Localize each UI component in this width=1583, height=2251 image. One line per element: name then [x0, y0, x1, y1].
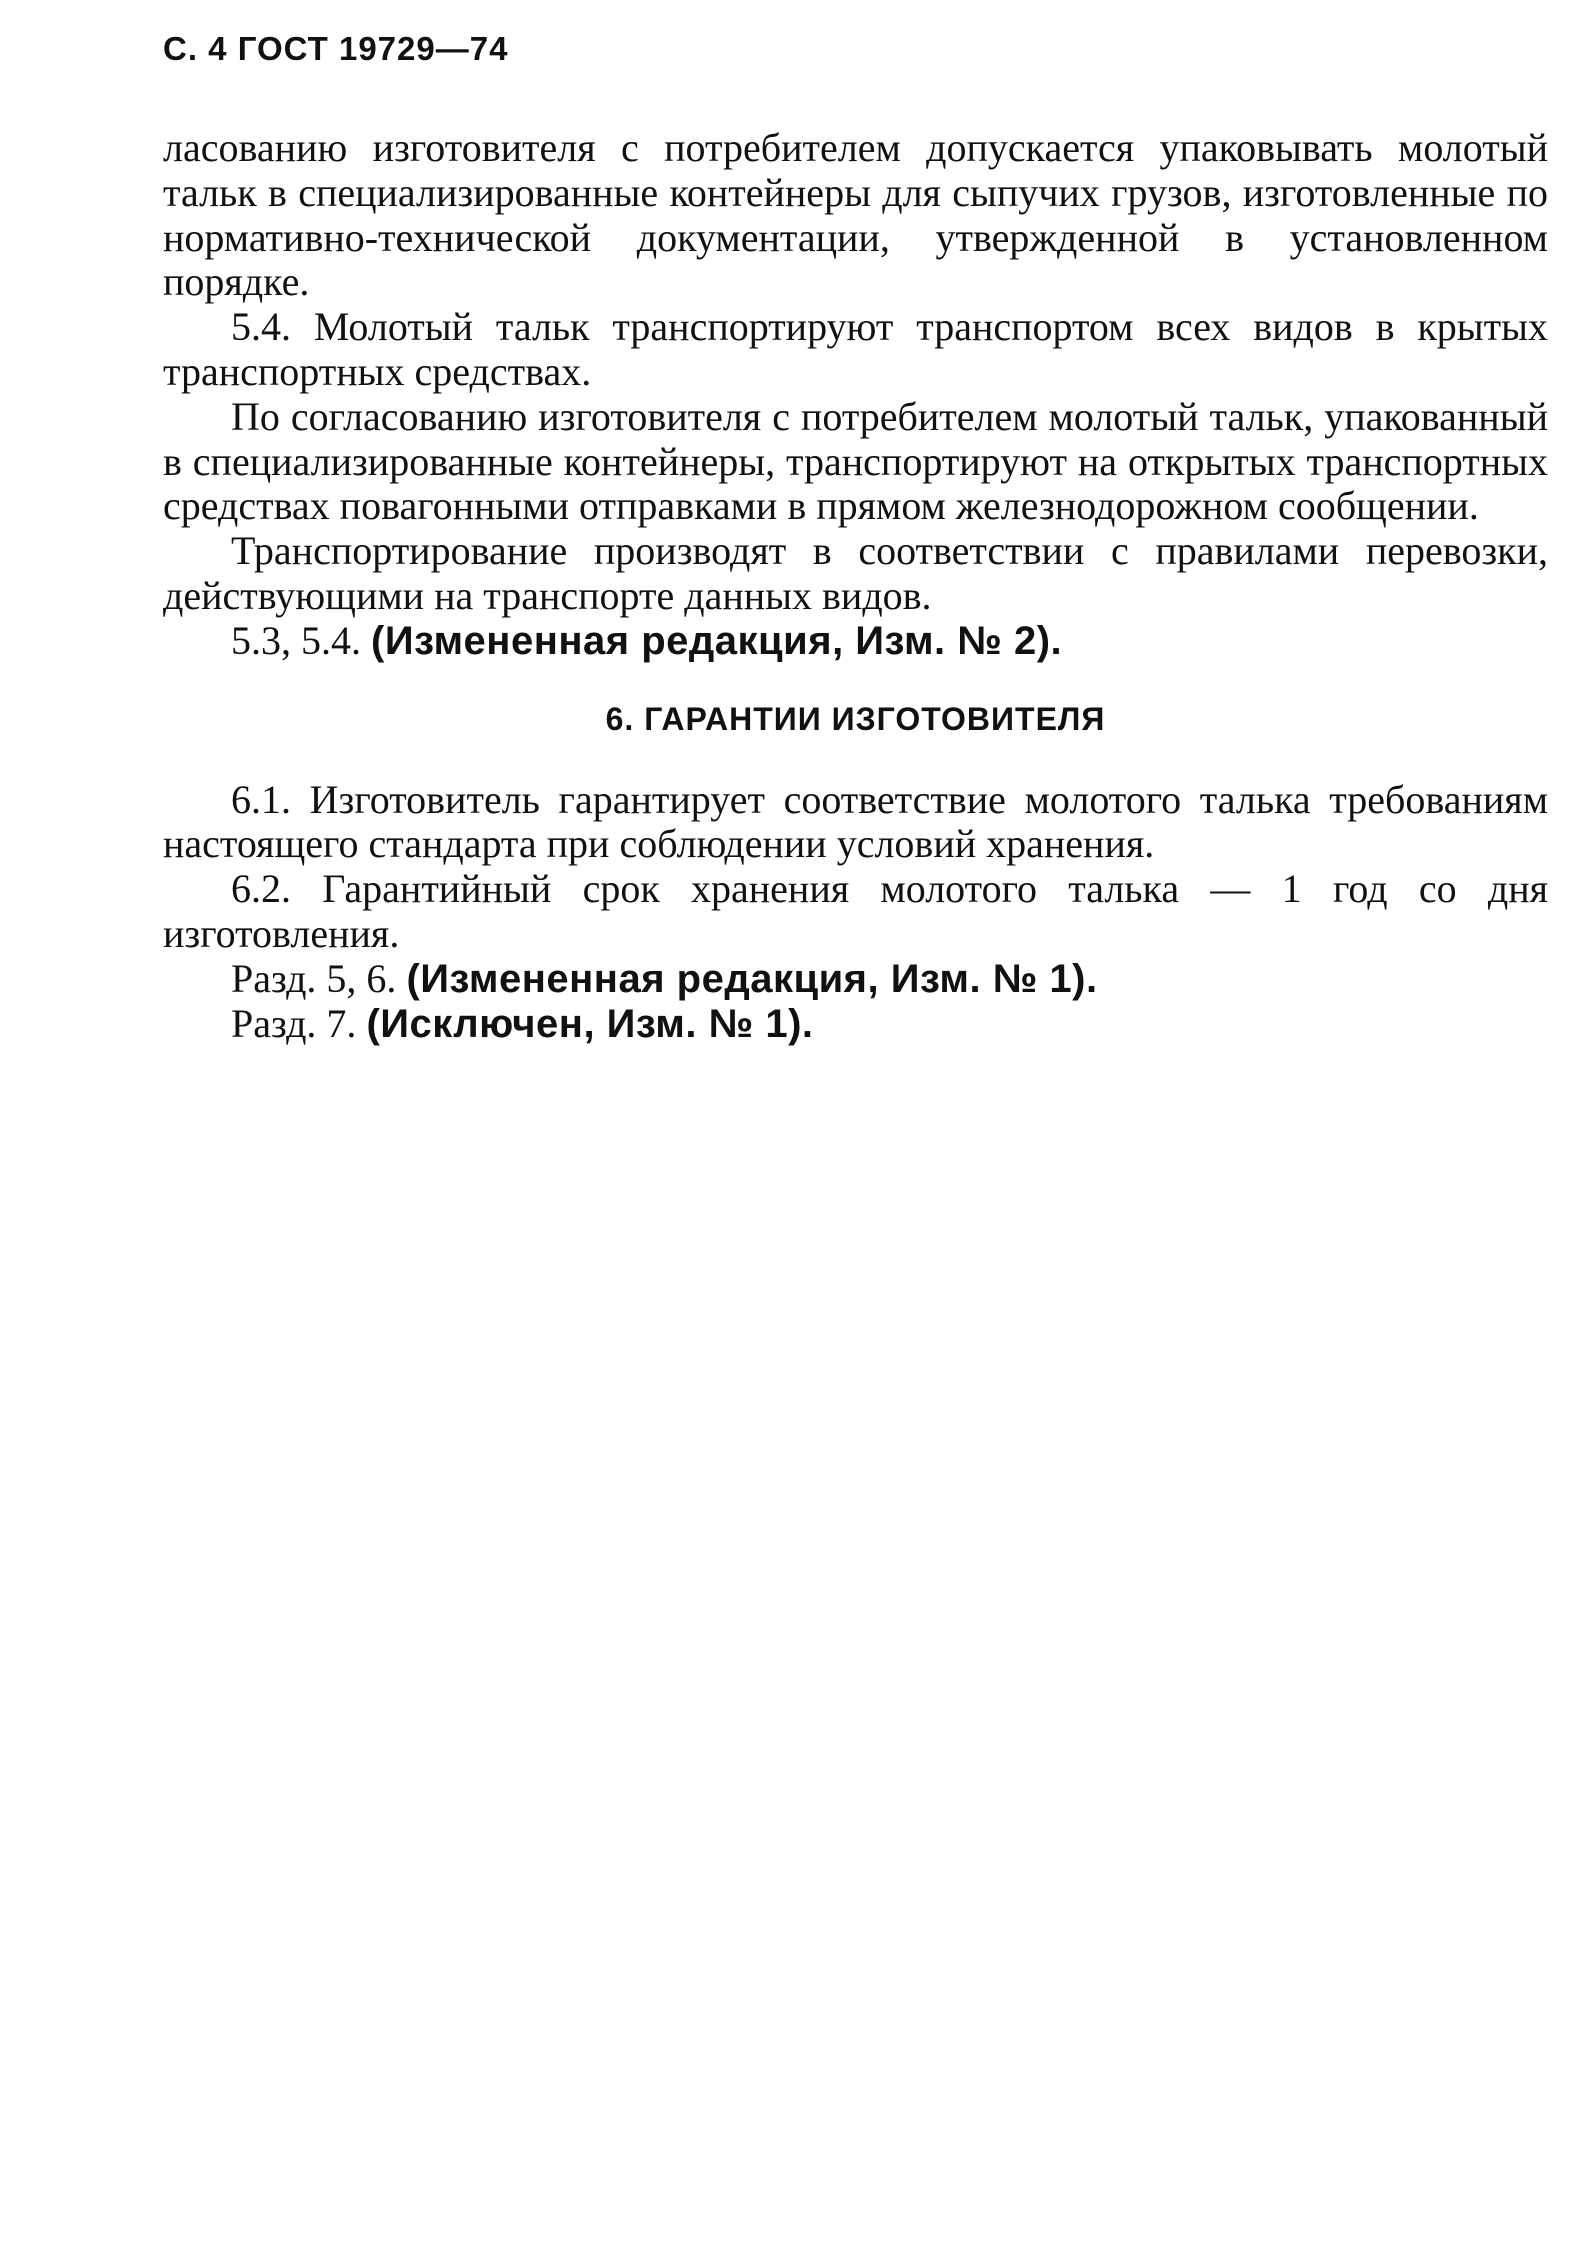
amendment-note-section-7 — [163, 1002, 1548, 1047]
paragraph-packaging-continued: ласованию изготовителя с потребителем допускается упаковывать молотый тальк в специализированные контейнеры для сыпучих грузов, изготовленные по нормативно-технической документации, утвержденной в установленном порядке. — [163, 125, 1548, 305]
amendment-note-sections-5-6 — [163, 957, 1548, 1002]
paragraph-transport-rules: Транспортирование производят в соответствии с правилами перевозки, действующими на транспорте данных видов. — [163, 528, 1548, 618]
amendment-text: (Измененная редакция, Изм. № 2). — [371, 618, 1063, 663]
paragraph-containers-transport: По согласованию изготовителя с потребителем молотый тальк, упакованный в специализированные контейнеры, транспортируют на открытых транспортных средствах повагонными отправками в прямом железнодорожном сообщении. — [163, 393, 1548, 529]
amendment-ref: 5.3, 5.4. — [231, 617, 371, 663]
amendment-note-5-3-5-4 — [163, 619, 1548, 664]
amendment-text: (Исключен, Изм. № 1). — [366, 1001, 814, 1046]
paragraph-5-4: 5.4. Молотый тальк транспортируют транспортом всех видов в крытых транспортных средствах. — [163, 304, 1548, 394]
amendment-text: (Измененная редакция, Изм. № 1). — [406, 956, 1098, 1001]
paragraph-6-2: 6.2. Гарантийный срок хранения молотого талька — 1 год со дня изготовления. — [163, 866, 1548, 956]
paragraph-6-1: 6.1. Изготовитель гарантирует соответствие молотого талька требованиям настоящего стандарта при соблюдении условий хранения. — [163, 776, 1548, 867]
amendment-ref: Разд. 5, 6. — [231, 955, 407, 1001]
page-header: С. 4 ГОСТ 19729—74 — [163, 30, 509, 67]
amendment-ref: Разд. 7. — [231, 1000, 367, 1046]
document-body — [163, 126, 1548, 1046]
section-heading: 6. ГАРАНТИИ ИЗГОТОВИТЕЛЯ — [605, 700, 1106, 737]
